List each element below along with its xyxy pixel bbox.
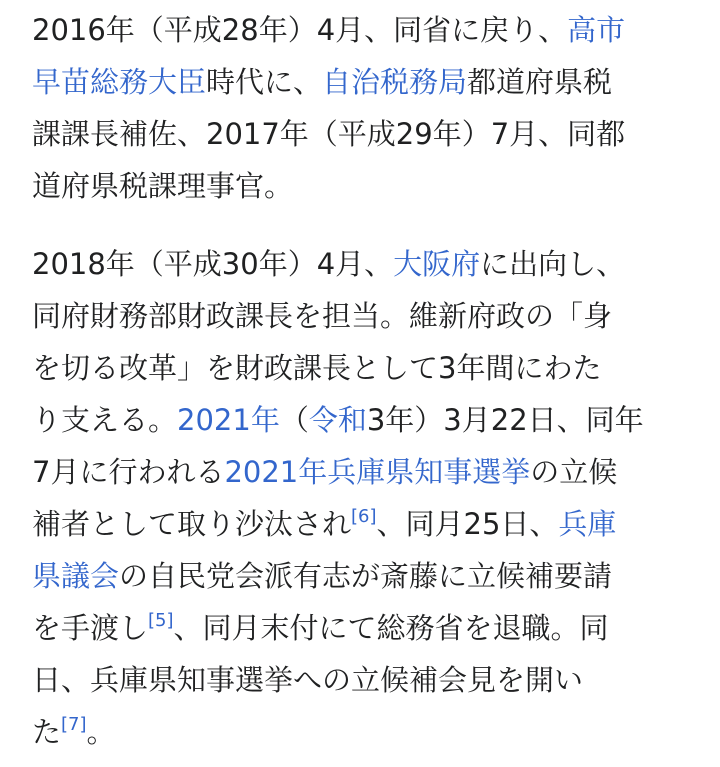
text-segment: の自民党会派有志が斎藤に立候補要請 [119,559,613,593]
text-line [32,602,690,654]
reference-7 [61,714,87,735]
text-line [32,4,690,56]
link-hyogo[interactable]: 兵庫 [558,507,617,541]
text-segment: 、同月25日、 [376,507,559,541]
text-line [32,550,690,602]
text-line [32,394,690,446]
text-segment: 都道府県税 [467,65,613,99]
text-segment: り支える。 [32,403,178,437]
text-segment: 7月に行われる [32,455,225,489]
link-sanae-minister[interactable]: 早苗総務大臣 [32,65,207,99]
text-line: 日、兵庫県知事選挙への立候補会見を開い [32,663,584,697]
text-segment: 補者として取り沙汰され [32,507,352,541]
text-line [32,706,690,758]
link-takaichi[interactable]: 高市 [567,13,626,47]
link-local-tax-bureau[interactable]: 自治税務局 [322,65,468,99]
text-line [32,56,690,108]
text-segment: 2018年（平成30年）4月、 [32,247,394,281]
paragraph-2016 [32,4,690,212]
text-segment: を手渡し [32,611,149,645]
paragraph-2018 [32,238,690,758]
text-line: 同府財務部財政課長を担当。維新府政の「身 [32,299,613,333]
text-segment: に出向し、 [480,247,626,281]
text-segment: 時代に、 [206,65,323,99]
text-line: を切る改革」を財政課長として3年間にわた [32,351,602,385]
link-reiwa[interactable]: 令和 [308,403,367,437]
reference-6 [351,506,377,527]
link-osaka-prefecture[interactable]: 大阪府 [393,247,481,281]
text-line [32,446,690,498]
text-segment: 、同月末付にて総務省を退職。同 [173,611,609,645]
text-segment: 。 [86,715,116,749]
reference-5 [148,610,174,631]
text-line: 道府県税課理事官。 [32,169,294,203]
link-prefectural-assembly[interactable]: 県議会 [32,559,120,593]
text-line [32,238,690,290]
reference-link-7[interactable]: [7] [61,714,87,735]
text-line [32,498,690,550]
text-segment: （ [279,403,309,437]
text-segment: の立候 [530,455,618,489]
link-2021-hyogo-election[interactable]: 2021年兵庫県知事選挙 [224,455,531,489]
reference-link-5[interactable]: [5] [148,610,174,631]
reference-link-6[interactable]: [6] [351,506,377,527]
text-segment: 2016年（平成28年）4月、同省に戻り、 [32,13,568,47]
text-line: 課課長補佐、2017年（平成29年）7月、同都 [32,117,626,151]
link-2021[interactable]: 2021年 [177,403,280,437]
text-segment: た [32,715,62,749]
text-segment: 3年）3月22日、同年 [366,403,644,437]
